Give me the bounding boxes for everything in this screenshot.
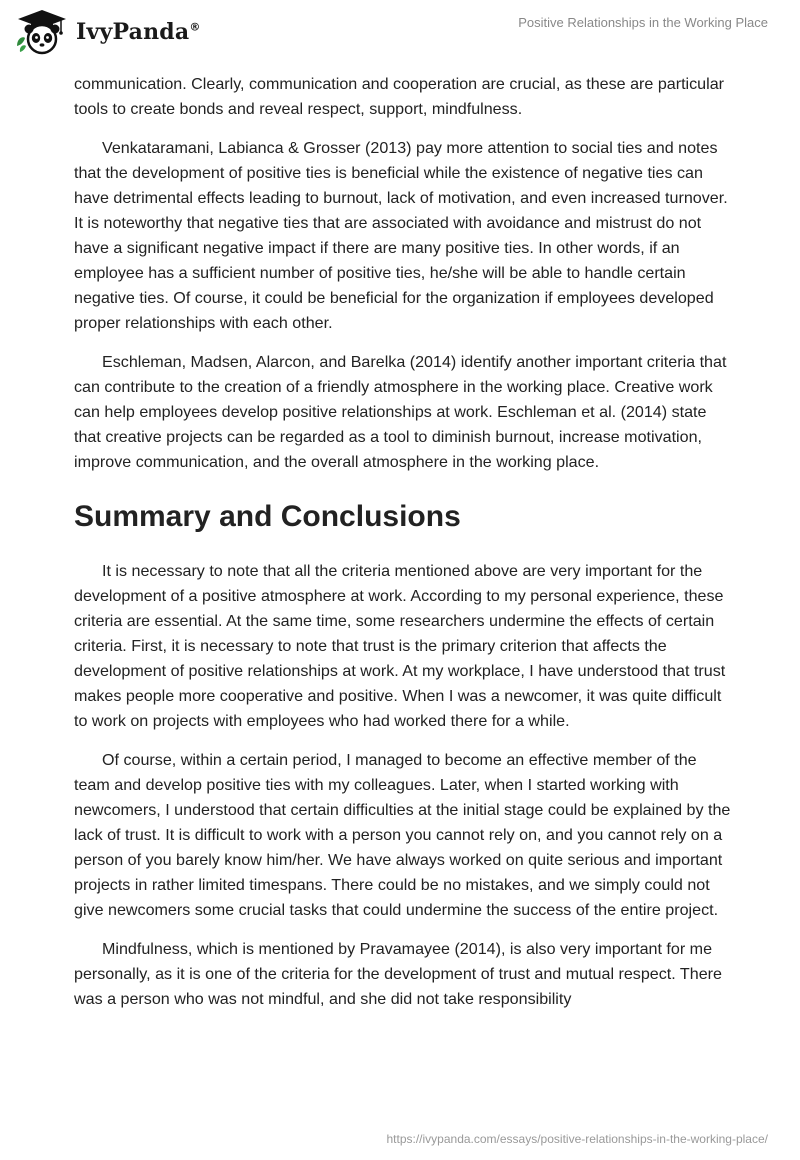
paragraph: Of course, within a certain period, I managed to become an effective member of the team and develop positive ties with my colleagues. Later, when I started working with newcomers, I understood that certain difficulties at the initial stage could be explained by the lack of trust. It is difficult to work with a person you cannot rely on, and you cannot rely on a person of you barely know him/her. We have always worked on quite serious and important projects in rather limited timespans. There could be no mistakes, and we simply could not give newcomers some crucial tasks that could undermine the success of the entire project. bbox=[74, 751, 731, 919]
paragraph: Eschleman, Madsen, Alarcon, and Barelka (2014) identify another important criteria that can contribute to the creation of a friendly atmosphere in the working place. Creative work can help employees develop positive relationships at work. Eschleman et al. (2014) state that creative projects can be regarded as a tool to diminish burnout, increase motivation, improve communication, and the overall atmosphere in the working place. bbox=[74, 353, 727, 471]
ivypanda-logo[interactable] bbox=[14, 8, 201, 56]
brand-name: IvyPanda® bbox=[76, 19, 201, 45]
source-url[interactable]: https://ivypanda.com/essays/positive-relationships-in-the-working-place/ bbox=[386, 1132, 768, 1146]
paragraph: Mindfulness, which is mentioned by Pravamayee (2014), is also very important for me personally, as it is one of the criteria for the development of trust and mutual respect. There was a person who was not mindful, and she did not take responsibility bbox=[74, 940, 722, 1008]
panda-graduate-logo-icon bbox=[14, 8, 70, 56]
paragraph: It is necessary to note that all the criteria mentioned above are very important for the development of a positive atmosphere at work. According to my personal experience, these criteria are essential. At the same time, some researchers undermine the effects of certain criteria. First, it is necessary to note that trust is the primary criterion that affects the development of positive relationships at work. At my workplace, I have understood that trust makes people more cooperative and positive. When I was a newcomer, it was quite difficult to work on projects with employees who had worked there for a while. bbox=[74, 562, 726, 730]
essay-content bbox=[74, 72, 734, 1026]
page-header bbox=[0, 0, 800, 70]
section-heading: Summary and Conclusions bbox=[74, 500, 461, 533]
registered-mark: ® bbox=[189, 20, 201, 34]
paragraph: communication. Clearly, communication and cooperation are crucial, as these are particular tools to create bonds and reveal respect, support, mindfulness. bbox=[74, 75, 725, 118]
paragraph: Venkataramani, Labianca & Grosser (2013) pay more attention to social ties and notes that the development of positive ties is beneficial while the existence of negative ties can have detrimental effects leading to burnout, lack of motivation, and even increased turnover. It is noteworthy that negative ties that are associated with avoidance and mistrust do not have a significant negative impact if there are many positive ties. In other words, if an employee has a sufficient number of positive ties, he/she will be able to handle certain negative ties. Of course, it could be beneficial for the organization if employees developed proper relationships with each other. bbox=[74, 139, 728, 332]
document-title: Positive Relationships in the Working Place bbox=[518, 15, 768, 30]
